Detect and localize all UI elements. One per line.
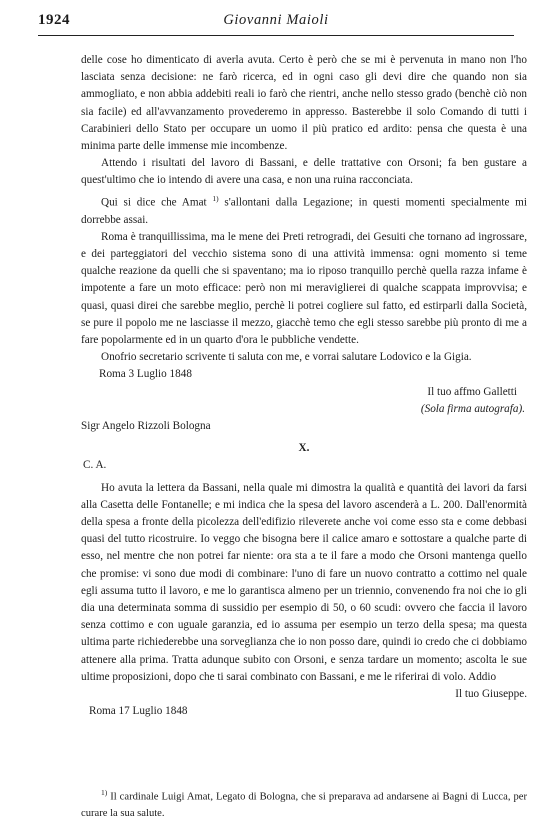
running-head: Giovanni Maioli [223,12,329,28]
paragraph-3: Roma è tranquillissima, ma le mene dei Preti retrogradi, dei Gesuiti che tornano ad ingrossare, e dei parteggiatori del vecchio sistema sono di una attività immensa: ogni momento si teme qualche reazione da quelli che si spaventano; ma io riposo tranquillo perchè quella razza infame è impotente a fare un moto efficace: però non mi meraviglierei di qualche scappata improvvisa; e quasi, quasi direi che sarebbe meglio, perchè li potrei cogliere sul fatto, ed estirparli dalla Società, se pure il popolo me ne lasciasse il mezzo, giacchè temo che egli stesso sarebbe più pronto di me a fare popolarmente ed in un quarto d'ora le pubbliche vendette. [81,230,527,346]
paragraph-2: Attendo i risultati del lavoro di Bassani, e delle trattative con Orsoni; fa ben gustare a quest'ultimo che io intendo di avere una casa, e non una ruina racconciata. [81,157,527,187]
footnote-text: Il cardinale Luigi Amat, Legato di Bologna, che si preparava ad andarsene ai Bagni di Lucca, per curare la sua salute. [81,791,527,819]
signature-note: (Sola firma autografa). [420,402,525,415]
paragraph-1: delle cose ho dimenticato di averla avuta. Certo è però che se mi è pervenuta in mano non l'ho lasciata senza decisione: ne farò ricerca, ed in ogni caso gli devi dire che quando non sia ammogliato, e non abbia addebiti reali io farò che rientri, anche nello stesso grado (benchè ciò non sia facile) ed all'avvanzamento provederemo in appresso. Basterebbe il solo Comando di tutti i Carabinieri dello Stato per occupare un uomo il più pratico ed ardito: pensa che questa è una minima parte delle immense mie incombenze. [81,54,527,153]
salutation: C. A. [83,459,107,472]
footnote-mark: 1) [101,788,108,797]
header-rule [38,35,514,36]
letter-x-text: Ho avuta la lettera da Bassani, nella quale mi dimostra la qualità e quantità dei lavori da farsi alla Casetta delle Fontanelle; e mi indica che la spesa del lavoro ascenderà a L. 200. Dall'enormità della spesa a fronte della picolezza dell'edifizio rileverete anche voi come esso sta e come debbasi quasi del tutto ricostruire. Io veggo che bisogna bere il calice amaro e sottostare a qualche parte di esso, nel mentre che non potrei far niente: ora sta a te il fare a modo che Orsoni mantenga quello che promise: vi sono due modi di combinare: l'uno di fare un nuovo contratto a cottimo nel quale egli assuma tutto il lavoro, e me lo garantisca almeno per un triennio, convenendo fra noi che io gli dia una determinata somma di sussidio per esempio di 50, o 60 scudi: ovvero che faccia il lavoro senza cottimo e con uguale garanzia, ed io assuma per esempio un terzo della spesa; ma questa ultima parte richiederebbe una sorveglianza che io non posso dare, quindi io credo che ci dobbiamo attenere alla prima. Tratta adunque subito con Orsoni, e senza tardare un momento; ascolta le sue ultime proposizioni, dopo che ti sarai combinato con Bassani, e me le riferirai di volo. Addio [81,481,527,683]
amat-text-before: Qui si dice che Amat [101,196,207,209]
page-body [81,52,527,720]
page-number: 1924 [38,12,70,28]
signoff-galletti: Il tuo affmo Galletti [427,385,517,398]
footnote [81,785,527,822]
letter-date-2: Roma 17 Luglio 1848 [89,705,188,718]
page-header [38,12,514,36]
amat-text-after: s'allontani dalla Legazione; in questi momenti specialmente mi dorrebbe assai. [81,196,527,226]
paragraph-4: Onofrio secretario scrivente ti saluta con me, e vorrai salutare Lodovico e la Gigia. [101,351,472,364]
letter-number: X. [298,442,310,455]
paragraph-amat [81,190,527,229]
letter-date-1: Roma 3 Luglio 1848 [99,368,192,381]
signoff-giuseppe: Il tuo Giuseppe. [455,687,527,700]
footnote-reference: 1) [212,193,219,203]
addressee: Sigr Angelo Rizzoli Bologna [81,419,211,432]
